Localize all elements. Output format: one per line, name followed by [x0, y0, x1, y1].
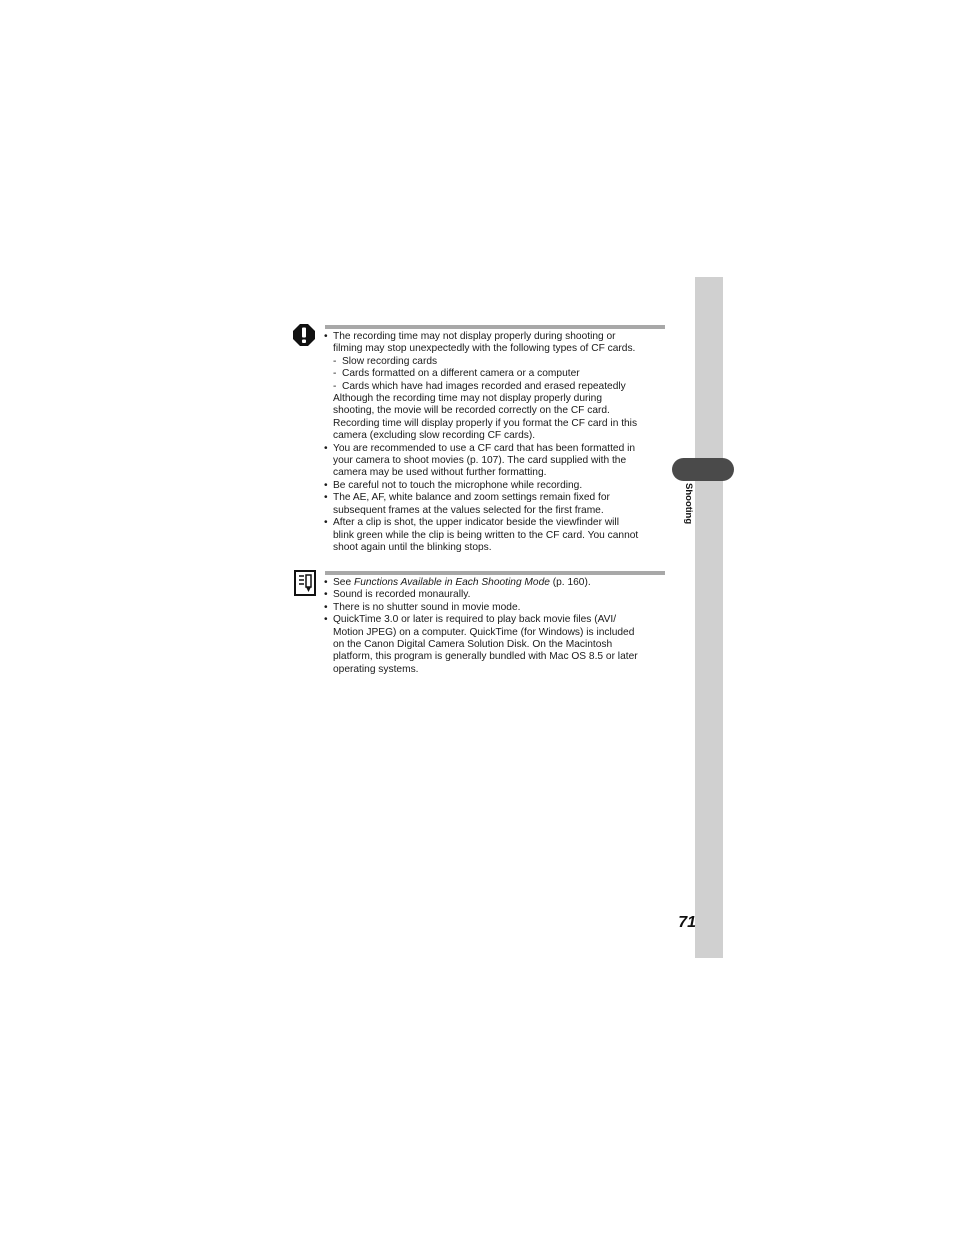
sub-item: - Cards formatted on a different camera or a computer	[333, 368, 580, 380]
note-line: subsequent frames at the values selected for the first frame.	[333, 504, 604, 516]
memo-rule	[325, 571, 665, 575]
memo-notes-list	[324, 577, 669, 676]
section-label: Shooting	[683, 483, 694, 525]
caution-notes-list	[324, 331, 669, 554]
bullet: •	[324, 517, 328, 529]
sub-item: - Slow recording cards	[333, 355, 438, 367]
bullet: •	[324, 601, 328, 613]
memo-note-3	[324, 602, 669, 614]
sub-item-text: Cards which have had images recorded and erased repeatedly	[342, 380, 626, 392]
reference-title: Functions Available in Each Shooting Mode	[353, 577, 550, 588]
sub-item-text: Slow recording cards	[342, 355, 438, 367]
note-line: Recording time will display properly if you format the CF card in this	[333, 417, 638, 429]
note-line: There is no shutter sound in movie mode.	[333, 601, 521, 613]
bullet: •	[324, 589, 328, 601]
sub-item: - Cards which have had images recorded and erased repeatedly	[333, 380, 626, 392]
caution-note-2	[324, 443, 669, 480]
note-line: operating systems.	[333, 663, 419, 675]
caution-note-1	[324, 331, 669, 443]
note-line: your camera to shoot movies (p. 107). The card supplied with the	[333, 455, 627, 467]
note-line: filming may stop unexpectedly with the following types of CF cards.	[333, 343, 636, 355]
see-prefix: See	[333, 577, 354, 588]
caution-note-3	[324, 480, 669, 492]
note-line: Although the recording time may not display properly during	[333, 393, 602, 405]
note-line: The recording time may not display properly during shooting or	[333, 331, 616, 342]
note-line: Motion JPEG) on a computer. QuickTime (for Windows) is included	[333, 626, 635, 638]
note-line: After a clip is shot, the upper indicator beside the viewfinder will	[333, 517, 619, 529]
note-line	[333, 577, 669, 589]
note-line: The AE, AF, white balance and zoom settings remain fixed for	[333, 492, 610, 504]
memo-note-4	[324, 614, 669, 676]
note-line: platform, this program is generally bundled with Mac OS 8.5 or later	[333, 651, 638, 663]
section-side-strip	[695, 277, 723, 958]
caution-note-4	[324, 492, 669, 517]
note-line: You are recommended to use a CF card that has been formatted in	[333, 442, 636, 454]
page-reference: (p. 160).	[549, 577, 591, 588]
sub-item-text: Cards formatted on a different camera or a computer	[342, 368, 580, 380]
section-tab	[672, 458, 734, 481]
note-line: shoot again until the blinking stops.	[333, 541, 492, 553]
caution-icon	[293, 324, 315, 346]
note-line: shooting, the movie will be recorded correctly on the CF card.	[333, 405, 610, 417]
bullet: •	[324, 442, 328, 454]
note-line: camera (excluding slow recording CF cards).	[333, 430, 536, 442]
caution-rule	[325, 325, 665, 329]
note-line: camera may be used without further formatting.	[333, 467, 547, 479]
caution-note-5	[324, 517, 669, 554]
bullet: •	[324, 614, 328, 626]
bullet: •	[324, 479, 328, 491]
memo-icon	[294, 570, 316, 596]
bullet: •	[324, 577, 328, 588]
memo-note-1	[324, 577, 669, 589]
page-number: 71	[678, 914, 696, 931]
note-line: blink green while the clip is being written to the CF card. You cannot	[333, 529, 639, 541]
memo-note-2	[324, 589, 669, 601]
note-line: Be careful not to touch the microphone while recording.	[333, 479, 583, 491]
bullet: •	[324, 492, 328, 504]
note-line: Sound is recorded monaurally.	[333, 589, 471, 601]
bullet: •	[324, 331, 328, 342]
note-line: QuickTime 3.0 or later is required to play back movie files (AVI/	[333, 614, 617, 626]
note-line: on the Canon Digital Camera Solution Disk. On the Macintosh	[333, 639, 613, 651]
